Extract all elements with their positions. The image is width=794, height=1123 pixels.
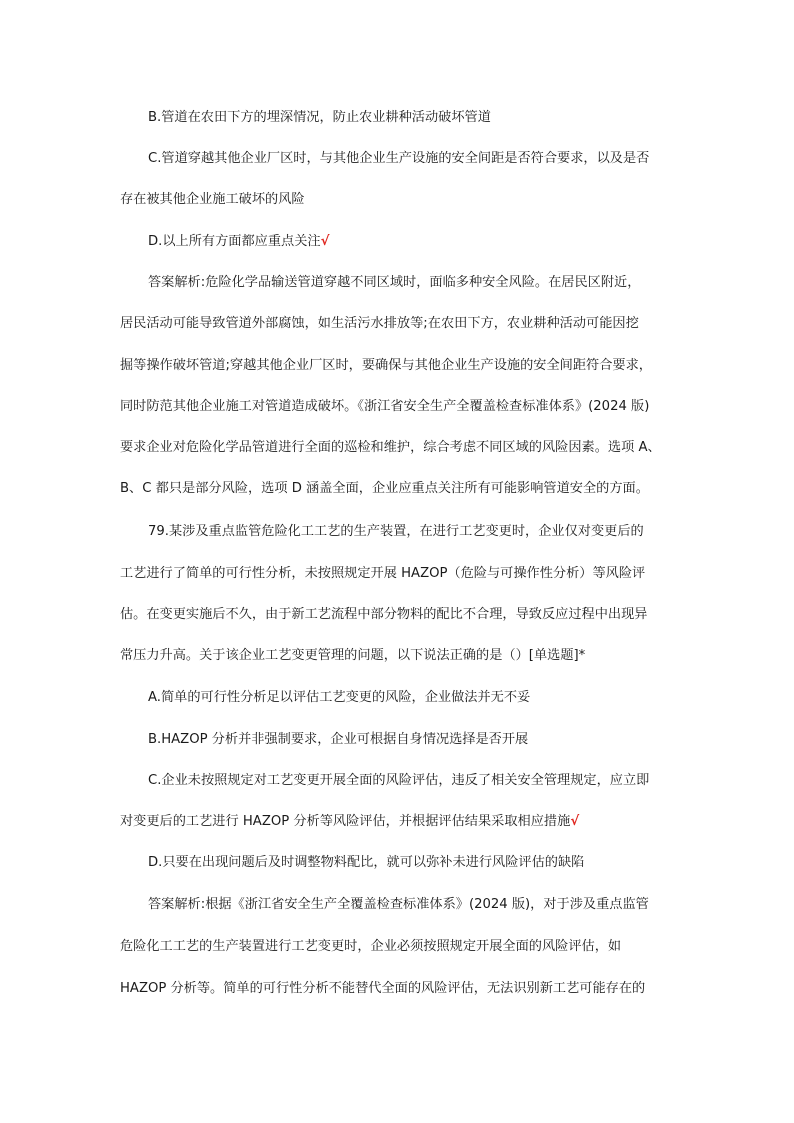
option-a-line — [148, 688, 530, 708]
line-text: 对变更后的工艺进行 HAZOP 分析等风险评估，并根据评估结果采取相应措施 — [120, 814, 571, 829]
answer-explanation-line — [120, 979, 645, 999]
correct-check-mark: √ — [570, 814, 580, 829]
line-text: 存在被其他企业施工破坏的风险 — [120, 192, 305, 207]
line-text: B.HAZOP 分析并非强制要求，企业可根据自身情况选择是否开展 — [148, 732, 529, 747]
option-c-continuation — [120, 190, 305, 210]
line-text: 同时防范其他企业施工对管道造成破坏。《浙江省安全生产全覆盖检查标准体系》(2024 版) — [120, 399, 650, 414]
line-text: A.简单的可行性分析足以评估工艺变更的风险，企业做法并无不妥 — [148, 690, 531, 705]
line-text: 危险化工工艺的生产装置进行工艺变更时，企业必须按照规定开展全面的风险评估，如 — [120, 939, 622, 954]
line-text: 要求企业对危险化学品管道进行全面的巡检和维护，综合考虑不同区域的风险因素。选项 A、 — [120, 440, 661, 455]
option-c-line — [148, 149, 649, 169]
answer-explanation-line — [148, 273, 640, 293]
answer-explanation-line — [148, 895, 649, 915]
answer-explanation-line — [120, 356, 652, 376]
line-text: D.以上所有方面都应重点关注 — [148, 234, 321, 249]
option-b-line — [148, 108, 491, 128]
option-c-line — [148, 771, 649, 791]
line-text: HAZOP 分析等。简单的可行性分析不能替代全面的风险评估，无法识别新工艺可能存在的 — [120, 981, 646, 996]
option-c-continuation — [120, 812, 579, 832]
question-79-line — [120, 564, 645, 584]
line-text: 答案解析:根据《浙江省安全生产全覆盖检查标准体系》(2024 版)，对于涉及重点监管 — [148, 897, 649, 912]
line-text: B、C 都只是部分风险，选项 D 涵盖全面，企业应重点关注所有可能影响管道安全的方面。 — [120, 481, 649, 496]
line-text: C.企业未按照规定对工艺变更开展全面的风险评估，违反了相关安全管理规定，应立即 — [148, 773, 650, 788]
line-text: 掘等操作破坏管道;穿越其他企业厂区时，要确保与其他企业生产设施的安全间距符合要求， — [120, 358, 652, 373]
option-d-line — [148, 853, 584, 873]
line-text: 79.某涉及重点监管危险化工工艺的生产装置，在进行工艺变更时，企业仅对变更后的 — [148, 524, 644, 539]
answer-explanation-line — [120, 397, 649, 417]
answer-explanation-line — [120, 438, 661, 458]
line-text: 估。在变更实施后不久，由于新工艺流程中部分物料的配比不合理，导致反应过程中出现异 — [120, 607, 648, 622]
option-b-line — [148, 730, 528, 750]
line-text: 工艺进行了简单的可行性分析，未按照规定开展 HAZOP（危险与可操作性分析）等风险评 — [120, 566, 646, 581]
line-text: B.管道在农田下方的埋深情况，防止农业耕种活动破坏管道 — [148, 110, 491, 125]
line-text: 答案解析:危险化学品输送管道穿越不同区域时，面临多种安全风险。在居民区附近， — [148, 275, 641, 290]
question-79-line — [120, 646, 585, 666]
question-79-line — [120, 605, 648, 625]
answer-explanation-line — [120, 479, 649, 499]
correct-check-mark: √ — [320, 234, 330, 249]
option-d-line — [148, 232, 329, 252]
line-text: 居民活动可能导致管道外部腐蚀，如生活污水排放等;在农田下方，农业耕种活动可能因挖 — [120, 316, 639, 331]
question-79-line — [148, 522, 644, 542]
line-text: D.只要在出现问题后及时调整物料配比，就可以弥补未进行风险评估的缺陷 — [148, 855, 585, 870]
answer-explanation-line — [120, 937, 621, 957]
line-text: C.管道穿越其他企业厂区时，与其他企业生产设施的安全间距是否符合要求，以及是否 — [148, 151, 650, 166]
answer-explanation-line — [120, 314, 639, 334]
line-text: 常压力升高。关于该企业工艺变更管理的问题，以下说法正确的是（）[单选题]* — [120, 648, 586, 663]
